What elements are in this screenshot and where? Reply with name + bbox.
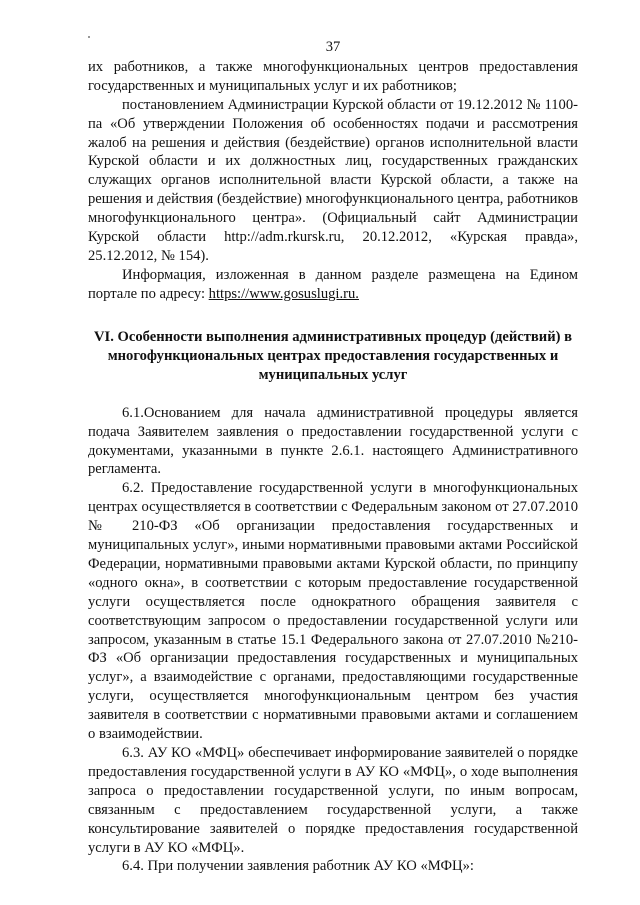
paragraph-6-4: 6.4. При получении заявления работник АУ КО «МФЦ»: [122, 858, 474, 875]
portal-info-text: Информация, изложенная в данном разделе размещена на Едином портале по адресу: [88, 266, 578, 302]
paragraph-6-1: 6.1.Основанием для начала административной процедуры является подача Заявителем заявления о предоставлении государственной услуги с документами, указанными в пункте 2.6.1. настоящего Административного регламента. [88, 404, 578, 478]
paragraph-resolution: постановлением Администрации Курской области от 19.12.2012 № 1100-па «Об утверждении Положения об особенностях подачи и рассмотрения жалоб на решения и действия (бездействие) органов исполнительной власти Курской области и их должностных лиц, государственных гражданских служащих органов исполнительной власти Курской области, а также на решения и действия (бездействие) многофункционального центра, работников многофункционального центра». (Официальный сайт Администрации Курской области http://adm.rkursk.ru, 20.12.2012, «Курская правда», 25.12.2012, № 154). [88, 96, 578, 264]
page-number: 37 [325, 39, 341, 55]
paragraph-workers: их работников, а также многофункциональных центров предоставления государственных и муниципальных услуг и их работников; [88, 58, 578, 94]
paragraph-portal-info [88, 266, 578, 304]
paragraph-6-2: 6.2. Предоставление государственной услуги в многофункциональных центрах осуществляется в соответствии с Федеральным законом от 27.07.2010 № 210-ФЗ «Об организации предоставления государственных и муниципальных услуг», иными нормативными правовыми актами Российской Федерации, нормативными правовыми актами Курской области, по принципу «одного окна», в соответствии с которым предоставление государственной услуги осуществляется после однократного обращения заявителя с соответствующим запросом о предоставлении государственной услуги или запросом, указанным в статье 15.1 Федерального закона от 27.07.2010 №210-ФЗ «Об организации предоставления государственных и муниципальных услуг», а взаимодействие с органами, предоставляющими государственные услуги, осуществляется многофункциональным центром без участия заявителя в соответствии с нормативными правовыми актами и соглашением о взаимодействии. [88, 480, 578, 743]
document-page [88, 38, 578, 876]
paragraph-6-3: 6.3. АУ КО «МФЦ» обеспечивает информирование заявителей о порядке предоставления государственной услуги в АУ КО «МФЦ», о ходе выполнения запроса о предоставлении государственной услуги, по иным вопросам, связанным с предоставлением государственной услуги, а также консультирование заявителей о порядке предоставления государственной услуги в АУ КО «МФЦ». [88, 745, 578, 856]
section-title: VI. Особенности выполнения административных процедур (действий) в многофункциональных центрах предоставления государственных и муниципальных услуг [94, 328, 572, 383]
portal-link[interactable]: https://www.gosuslugi.ru. [208, 285, 359, 302]
